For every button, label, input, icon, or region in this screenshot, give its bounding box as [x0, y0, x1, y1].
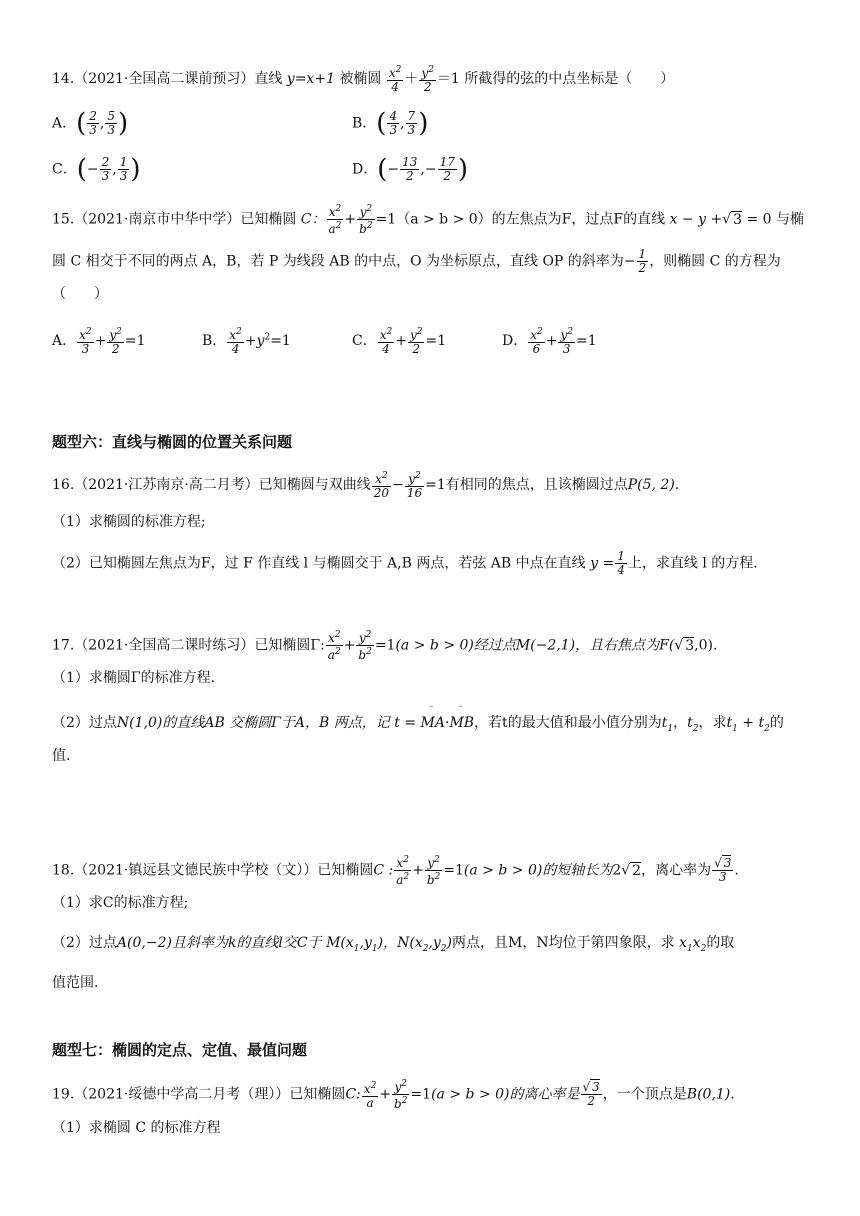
- q14-option-b[interactable]: B．( $\frac{4}{3}$ , $\frac{7}{3}$ ): [352, 108, 429, 139]
- question-18-part1: （1）求C的标准方程;: [52, 895, 189, 911]
- question-18-part2: （2）过点A(0,−2)且斜率为k的直线l交C于 $M(x_1,y_1)$，$N(x_2,y_2)$两点，且M，N均位于第四象限，求 $x_1x_2$的取: [52, 935, 735, 954]
- section-6-title: 题型六：直线与椭圆的位置关系问题: [52, 433, 293, 451]
- question-17-part2: （2）过点N(1,0)的直线AB 交椭圆Γ于A，B 两点，记 t = MA· MB，若t的最大值和最小值分别为$t_1$，$t_2$，求$t_1 + t_2$的: [52, 715, 784, 734]
- q14-option-d[interactable]: D．(− $\frac{13}{2}$ ,− $\frac{17}{2}$ ): [352, 154, 469, 185]
- question-16-part2: （2）已知椭圆左焦点为F，过 F 作直线 l 与椭圆交于 A,B 两点，若弦 AB 中点在直线 y = $\frac{1}{4}$ 上，求直线 l 的方程.: [52, 549, 758, 577]
- question-15-line2: 圆 C 相交于不同的两点 A，B，若 P 为线段 AB 的中点，O 为坐标原点，直线 OP 的斜率为− $\frac{1}{2}$ ，则椭圆 C 的方程为: [52, 247, 781, 275]
- question-18-part2-cont: 值范围.: [52, 975, 99, 991]
- question-19-stem: 19.（2021·绥德中学高二月考（理））已知椭圆C: $\frac{x^2}{a}$ + $\frac{y^2}{b^2}$ =1(a > b > 0)的离心率是 $\frac{√ 3}{2}$ ，一个顶点是B(0,1).: [52, 1079, 735, 1111]
- question-17-part2-cont: 值.: [52, 748, 71, 764]
- question-16-part1: （1）求椭圆的标准方程;: [52, 514, 206, 530]
- q15-option-b[interactable]: B． $\frac{x^2}{4}$ $+y^2=1$: [202, 327, 291, 356]
- question-15-stem: 15.（2021·南京市中华中学）已知椭圆 C： $\frac{x^2}{a^2}$ + $\frac{y^2}{b^2}$ =1（a > b > 0）的左焦点为F，过点F的直线 x − y +√ 3 = 0 与椭: [52, 204, 805, 236]
- q15-option-a[interactable]: A． $\frac{x^2}{3}$ + $\frac{y^2}{2}$ =1: [52, 327, 146, 356]
- question-17-part1: （1）求椭圆Γ的标准方程.: [52, 670, 216, 686]
- q14-option-a[interactable]: A．( $\frac{2}{3}$ , $\frac{5}{3}$ ): [52, 108, 129, 139]
- question-19-part1: （1）求椭圆 C 的标准方程: [52, 1120, 221, 1136]
- question-17-stem: 17.（2021·全国高二课时练习）已知椭圆Γ: $\frac{x^2}{a^2}$ + $\frac{y^2}{b^2}$ =1(a > b > 0)经过点M(−2,1)，且右焦点为F(√ 3,0).: [52, 630, 718, 662]
- question-16-stem: 16.（2021·江苏南京·高二月考）已知椭圆与双曲线 $\frac{x^2}{20}$ − $\frac{y^2}{16}$ =1有相同的焦点，且该椭圆过点P(5, 2).: [52, 471, 680, 500]
- q15-option-c[interactable]: C． $\frac{x^2}{4}$ + $\frac{y^2}{2}$ =1: [352, 327, 447, 356]
- q14-option-c[interactable]: C．(− $\frac{2}{3}$ , $\frac{1}{3}$ ): [52, 154, 141, 185]
- question-15-line3: （ ）: [52, 286, 108, 302]
- question-18-stem: 18.（2021·镇远县文德民族中学校（文））已知椭圆C : $\frac{x^2}{a^2}$ + $\frac{y^2}{b^2}$ =1(a > b > 0)的短轴长为2√ 2，离心率为 $\frac{√ 3}{3}$ .: [52, 855, 739, 887]
- question-14-stem: 14.（2021·全国高二课前预习）直线 y=x+1 被椭圆 $\frac{x^2}{4}$ ＋ $\frac{y^2}{2}$ ＝1 所截得的弦的中点坐标是（ ）: [52, 65, 675, 94]
- section-7-title: 题型七：椭圆的定点、定值、最值问题: [52, 1041, 308, 1059]
- q15-option-d[interactable]: D． $\frac{x^2}{6}$ + $\frac{y^2}{3}$ =1: [502, 327, 597, 356]
